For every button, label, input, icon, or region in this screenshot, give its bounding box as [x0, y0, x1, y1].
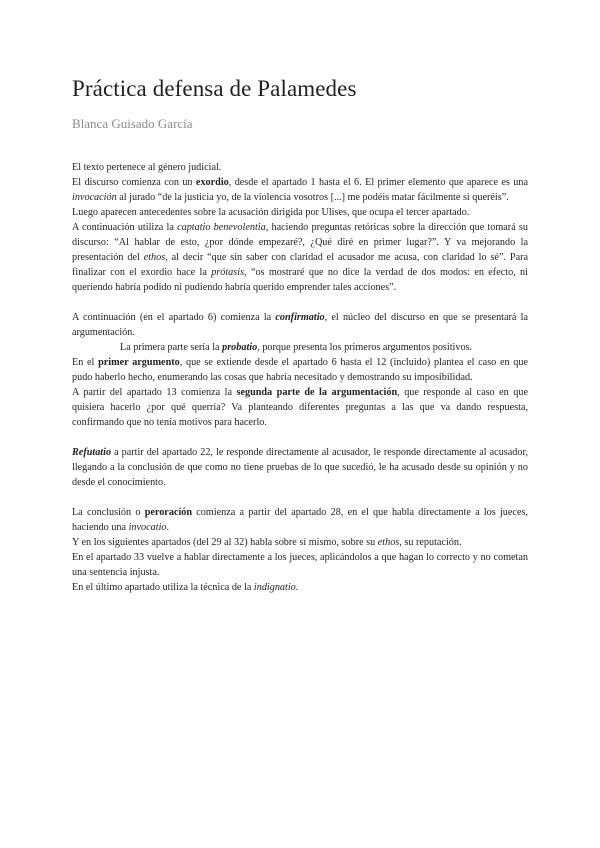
paragraph-captatio: A continuación utiliza la captatio benevolentia, haciendo preguntas retóricas sobre la dirección que tomará su discurso: “Al hablar de esto, ¿por dónde empezaré?, ¿Qué diré en primer lugar?”. Y va mejorando la presentación del ethos, al decir “que sin saber con claridad el acusador me acusa, con claridad lo sé”. Para finalizar con el exordio hace la prótasis, “os mostraré que no dice la verdad de dos modos: en efecto, ni queriendo habría podido ni pudiendo habría querido emprender tales acciones”.	[72, 222, 528, 293]
paragraph-segunda-parte: A partir del apartado 13 comienza la segunda parte de la argumentación, que responde al caso en que quisiera hacerlo ¿por qué querría? Va planteando diferentes preguntas a las que va dando respuesta, confirmando que no tenía motivos para hacerlo.	[72, 387, 528, 428]
paragraph-probatio: La primera parte sería la probatio, porque presenta los primeros argumentos positivos.	[120, 342, 473, 353]
paragraph-genre: El texto pertenece al género judicial.	[72, 162, 222, 173]
paragraph-refutatio: Refutatio a partir del apartado 22, le responde directamente al acusador, le responde directamente al acusador, llegando a la conclusión de que como no tiene pruebas de lo que sucedió, le ha acusado desde su opinión y no desde el conocimiento.	[72, 447, 528, 488]
paragraph-indignatio: En el último apartado utiliza la técnica de la indignatio.	[72, 582, 299, 593]
author-name: Blanca Guisado García	[72, 116, 193, 131]
paragraph-primer-argumento: En el primer argumento, que se extiende desde el apartado 6 hasta el 12 (incluido) plantea el caso en que pudo haberlo hecho, enumerando las cosas que habría necesitado y demostrando su imposibilidad.	[72, 357, 529, 383]
paragraph-confirmatio: A continuación (en el apartado 6) comienza la confirmatio, el núcleo del discurso en que se presentará la argumentación.	[72, 312, 528, 338]
paragraph-exordio: El discurso comienza con un exordio, desde el apartado 1 hasta el 6. El primer elemento que aparece es una invocación al jurado “de la justicia yo, de la violencia vosotros [...] me podéis matar fácilmente si queréis”.	[72, 177, 529, 203]
paragraph-antecedentes: Luego aparecen antecedentes sobre la acusación dirigida por Ulises, que ocupa el tercer apartado.	[72, 207, 470, 218]
paragraph-ethos: Y en los siguientes apartados (del 29 al 32) habla sobre sí mismo, sobre su ethos, su reputación.	[72, 537, 462, 548]
paragraph-peroracion: La conclusión o peroración comienza a partir del apartado 28, en el que habla directamente a los jueces, haciendo una invocatio.	[72, 507, 528, 533]
document-title: Práctica defensa de Palamedes	[72, 76, 357, 101]
document-body	[72, 160, 528, 595]
paragraph-jueces: En el apartado 33 vuelve a hablar directamente a los jueces, aplicándolos a que hagan lo correcto y no cometan una sentencia injusta.	[72, 552, 528, 578]
